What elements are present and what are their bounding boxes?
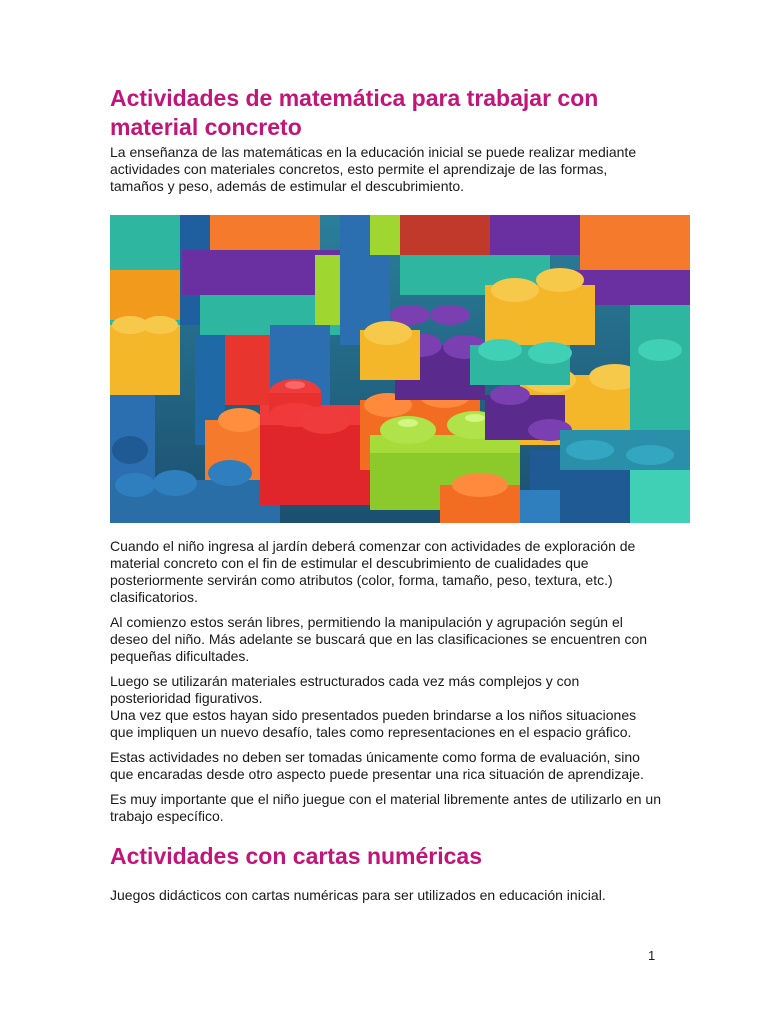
paragraph-1: Cuando el niño ingresa al jardín deberá comenzar con actividades de exploración de material concreto con el fin de estimular el descubrimiento de cualidades que posteriormente servirán como atributos (color, forma, tamaño, peso, textura, etc.) clasificatorios. bbox=[110, 538, 636, 605]
page-title: Actividades de matemática para trabajar con material concreto bbox=[110, 85, 599, 140]
building-blocks-photo bbox=[110, 215, 690, 523]
section-intro: Juegos didácticos con cartas numéricas para ser utilizados en educación inicial. bbox=[110, 887, 606, 903]
paragraph-3: Luego se utilizarán materiales estructurados cada vez más complejos y con posterioridad figurativos. bbox=[110, 673, 580, 706]
paragraph-6: Es muy importante que el niño juegue con el material libremente antes de utilizarlo en un trabajo específico. bbox=[110, 791, 661, 824]
paragraph-2: Al comienzo estos serán libres, permitiendo la manipulación y agrupación según el deseo del niño. Más adelante se buscará que en las clasificaciones se encuentren con pequeñas dificultades. bbox=[110, 614, 648, 664]
intro-paragraph: La enseñanza de las matemáticas en la educación inicial se puede realizar mediante actividades con materiales concretos, esto permite el aprendizaje de las formas, tamaños y peso, además de estimular el descubrimiento. bbox=[110, 144, 637, 194]
section-heading-wrap bbox=[110, 842, 662, 871]
paragraph-4: Una vez que estos hayan sido presentados pueden brindarse a los niños situaciones que impliquen un nuevo desafío, tales como representaciones en el espacio gráfico. bbox=[110, 707, 637, 740]
page-number: 1 bbox=[648, 948, 656, 963]
section-heading: Actividades con cartas numéricas bbox=[110, 843, 482, 869]
paragraph-5: Estas actividades no deben ser tomadas únicamente como forma de evaluación, sino que encaradas desde otro aspecto puede presentar una rica situación de aprendizaje. bbox=[110, 749, 644, 782]
page-content bbox=[110, 84, 662, 904]
